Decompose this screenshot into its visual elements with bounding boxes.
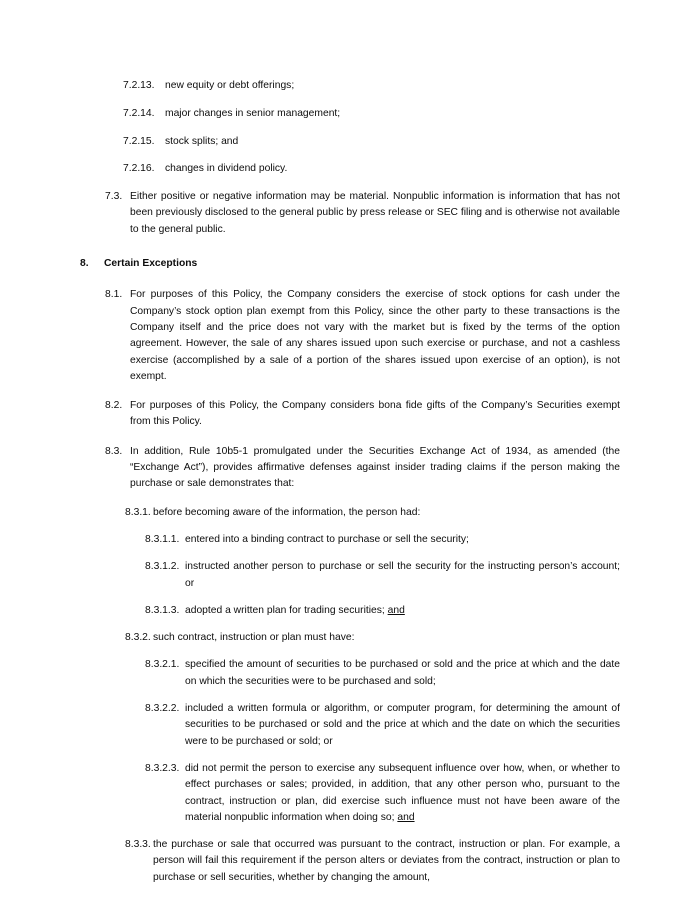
clause-text: changes in dividend policy. <box>165 163 288 175</box>
clause-number: 7.2.16. <box>123 163 155 175</box>
clause-text: For purposes of this Policy, the Company considers bona fide gifts of the Company’s Securities exempt from this Policy. <box>130 400 620 428</box>
list-item <box>80 134 620 150</box>
clause-text: instructed another person to purchase or sell the security for the instructing person’s account; or <box>185 561 620 589</box>
clause-text <box>185 603 620 619</box>
clause-number: 8.1. <box>105 289 123 301</box>
list-item <box>80 630 620 646</box>
clause-number: 8.3.2.3. <box>145 762 180 774</box>
clause-text: the purchase or sale that occurred was pursuant to the contract, instruction or plan. For example, a person will fail this requirement if the person alters or deviates from the contract, instruction or plan to purchase or sell securities, whether by changing the amount, <box>153 839 620 883</box>
clause-text: For purposes of this Policy, the Company considers the exercise of stock options for cash under the Company’s stock option plan exempt from this Policy, since the other party to these transactions is the Company itself and the price does not vary with the market but is fixed by the terms of the option agreement. However, the sale of any shares issued upon such exercise or purchase, and not a cashless exercise (accomplished by a sale of a portion of the shares issued upon exercise of an option), is not exempt. <box>130 289 620 382</box>
clause-number: 8.3.2.1. <box>145 659 180 671</box>
list-item <box>80 444 620 493</box>
clause-text: stock splits; and <box>165 135 239 147</box>
list-item <box>80 559 620 592</box>
clause-number: 8.2. <box>105 400 123 412</box>
clause-number: 7.2.13. <box>123 80 155 91</box>
list-item <box>80 161 620 177</box>
clause-text: new equity or debt offerings; <box>165 80 295 91</box>
section-heading <box>80 256 620 272</box>
clause-number: 8.3.1. <box>125 506 151 518</box>
list-item <box>80 287 620 385</box>
list-item <box>80 505 620 521</box>
clause-number: 8.3.3. <box>125 839 151 851</box>
clause-text-underlined: and <box>397 811 415 823</box>
clause-text: Either positive or negative information may be material. Nonpublic information is information that has not been previously disclosed to the general public by press release or SEC filing and is otherwise not available to the general public. <box>130 191 620 235</box>
list-item <box>80 78 620 94</box>
clause-text <box>185 761 620 826</box>
clause-number: 8.3.1.2. <box>145 561 180 573</box>
section-number: 8. <box>80 258 89 270</box>
list-item <box>80 657 620 690</box>
clause-text: major changes in senior management; <box>165 107 341 119</box>
list-item <box>80 761 620 826</box>
clause-text-underlined: and <box>387 604 405 616</box>
clause-number: 8.3.1.3. <box>145 604 180 616</box>
clause-text: entered into a binding contract to purchase or sell the security; <box>185 533 469 545</box>
clause-number: 8.3.2. <box>125 632 151 644</box>
clause-text: before becoming aware of the information, the person had: <box>153 506 421 518</box>
clause-number: 8.3.1.1. <box>145 533 180 545</box>
clause-number: 7.2.14. <box>123 107 155 119</box>
list-item <box>80 398 620 431</box>
clause-text: In addition, Rule 10b5-1 promulgated under the Securities Exchange Act of 1934, as amended (the “Exchange Act”), provides affirmative defenses against insider trading claims if the person making the purchase or sale demonstrates that: <box>130 445 620 490</box>
list-item <box>80 532 620 548</box>
list-item <box>80 837 620 886</box>
clause-text-main: adopted a written plan for trading securities; <box>185 604 388 616</box>
clause-text-main: did not permit the person to exercise any subsequent influence over how, when, or whether to effect purchases or sales; provided, in addition, that any other person who, pursuant to the contract, instruction or plan, did exercise such influence must not have been aware of the material nonpublic information when doing so; <box>185 762 620 823</box>
list-item <box>80 603 620 619</box>
list-item <box>80 189 620 238</box>
clause-text: specified the amount of securities to be purchased or sold and the price at which and the date on which the securities were to be purchased and sold; <box>185 659 620 687</box>
clause-text: included a written formula or algorithm, or computer program, for determining the amount of securities to be purchased or sold and the price at which and the date on which the securities were to be purchased or sold; or <box>185 703 620 747</box>
list-item <box>80 701 620 750</box>
clause-text: such contract, instruction or plan must have: <box>153 632 355 644</box>
clause-number: 8.3. <box>105 445 123 457</box>
clause-number: 8.3.2.2. <box>145 703 180 715</box>
list-item <box>80 106 620 122</box>
document-body <box>80 78 620 886</box>
section-title: Certain Exceptions <box>104 258 198 270</box>
clause-number: 7.2.15. <box>123 135 155 147</box>
clause-number: 7.3. <box>105 191 123 203</box>
